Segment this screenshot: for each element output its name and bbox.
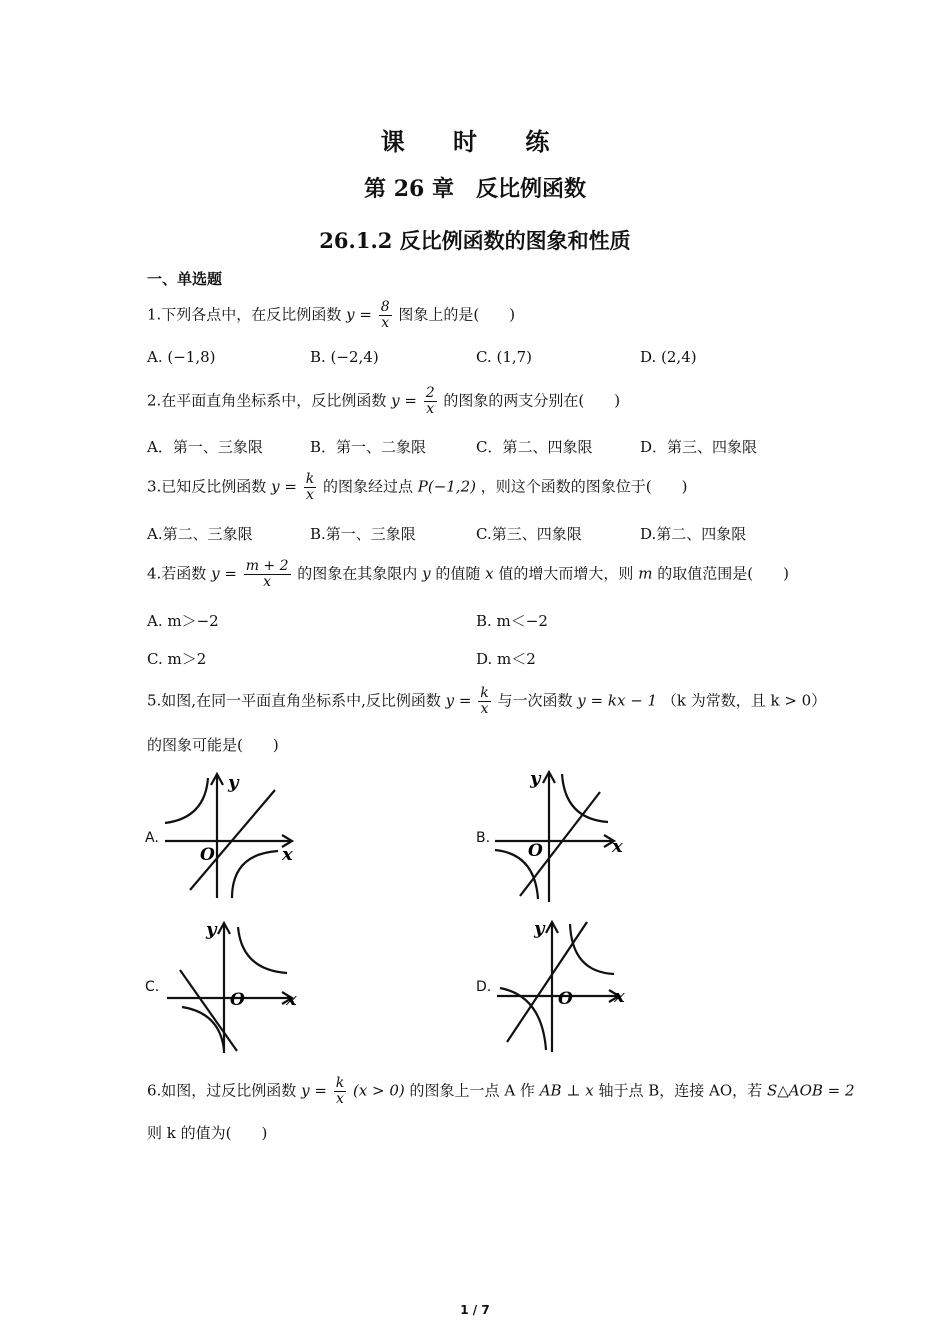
origin-label: O (230, 990, 245, 1010)
axis-y-label: y (534, 918, 545, 939)
option-a: A. (−1,8) (147, 348, 216, 366)
fraction: $\frac{m + 2}{x}$ (245, 558, 289, 590)
fraction: $\frac{8}{x}$ (380, 299, 390, 331)
graph-d (492, 912, 642, 1054)
option-a: A.第二、三象限 (147, 525, 253, 543)
fraction: $\frac{2}{x}$ (425, 385, 435, 417)
fraction: $\frac{k}{x}$ (305, 471, 315, 503)
option-b: B. (−2,4) (310, 348, 379, 366)
page-number: 1 / 7 (460, 1303, 490, 1317)
figure-label-b: B. (476, 830, 491, 846)
graph-a (160, 768, 310, 903)
graph-c (162, 915, 312, 1055)
chapter-title: 第 26 章 反比例函数 (364, 176, 586, 202)
option-b: B．第一、二象限 (310, 438, 427, 456)
axis-y-label: y (228, 772, 239, 793)
question-1: 1.下列各点中，在反比例函数 y = $\frac{8}{x}$ 图象上的是( ) (147, 299, 516, 331)
fraction: $\frac{k}{x}$ (335, 1075, 345, 1107)
axis-x-label: x (286, 989, 297, 1010)
question-6: 6.如图，过反比例函数 y = $\frac{k}{x}$ (x > 0) 的图象上一点 A 作 AB ⊥ x 轴于点 B，连接 AO，若 S△AOB = 2 (147, 1075, 855, 1107)
axis-y-label: y (530, 768, 541, 789)
axis-y-label: y (206, 919, 217, 940)
option-a: A．第一、三象限 (147, 438, 263, 456)
origin-label: O (528, 841, 543, 861)
question-3: 3.已知反比例函数 y = $\frac{k}{x}$ 的图象经过点 P(−1,2) ，则这个函数的图象位于( ) (147, 471, 688, 503)
axis-x-label: x (282, 844, 293, 865)
figure-label-d: D. (476, 979, 492, 995)
option-b: B.第一、三象限 (310, 525, 416, 543)
question-2: 2.在平面直角坐标系中，反比例函数 y = $\frac{2}{x}$ 的图象的两支分别在( ) (147, 385, 621, 417)
origin-label: O (558, 989, 573, 1009)
axis-x-label: x (612, 836, 623, 857)
option-a: A. m＞−2 (147, 612, 219, 630)
option-d: D．第三、四象限 (640, 438, 758, 456)
option-d: D. m＜2 (476, 650, 536, 668)
figure-label-a: A. (145, 830, 159, 846)
option-d: D.第二、四象限 (640, 525, 747, 543)
question-4: 4.若函数 y = $\frac{m + 2}{x}$ 的图象在其象限内 y 的值随 x 值的增大而增大，则 m 的取值范围是( ) (147, 558, 789, 590)
figure-label-c: C. (145, 979, 160, 995)
fraction: $\frac{k}{x}$ (480, 685, 489, 717)
axis-x-label: x (614, 986, 625, 1007)
option-c: C. m＞2 (147, 650, 207, 668)
page-title: 课 时 练 (380, 127, 570, 156)
option-c: C.第三、四象限 (476, 525, 582, 543)
section-title: 26.1.2 反比例函数的图象和性质 (319, 228, 631, 253)
option-d: D. (2,4) (640, 348, 697, 366)
origin-label: O (200, 845, 215, 865)
option-b: B. m＜−2 (476, 612, 548, 630)
graph-b (490, 764, 640, 904)
question-5-line2: 的图象可能是( ) (147, 736, 279, 754)
question-6-line2: 则 k 的值为( ) (147, 1124, 268, 1142)
option-c: C．第二、四象限 (476, 438, 593, 456)
part-heading: 一、单选题 (147, 270, 223, 288)
option-c: C. (1,7) (476, 348, 533, 366)
question-5: 5.如图,在同一平面直角坐标系中,反比例函数 y = $\frac{k}{x}$ 与一次函数 y = kx − 1 （k 为常数，且 k > 0） (147, 685, 827, 717)
